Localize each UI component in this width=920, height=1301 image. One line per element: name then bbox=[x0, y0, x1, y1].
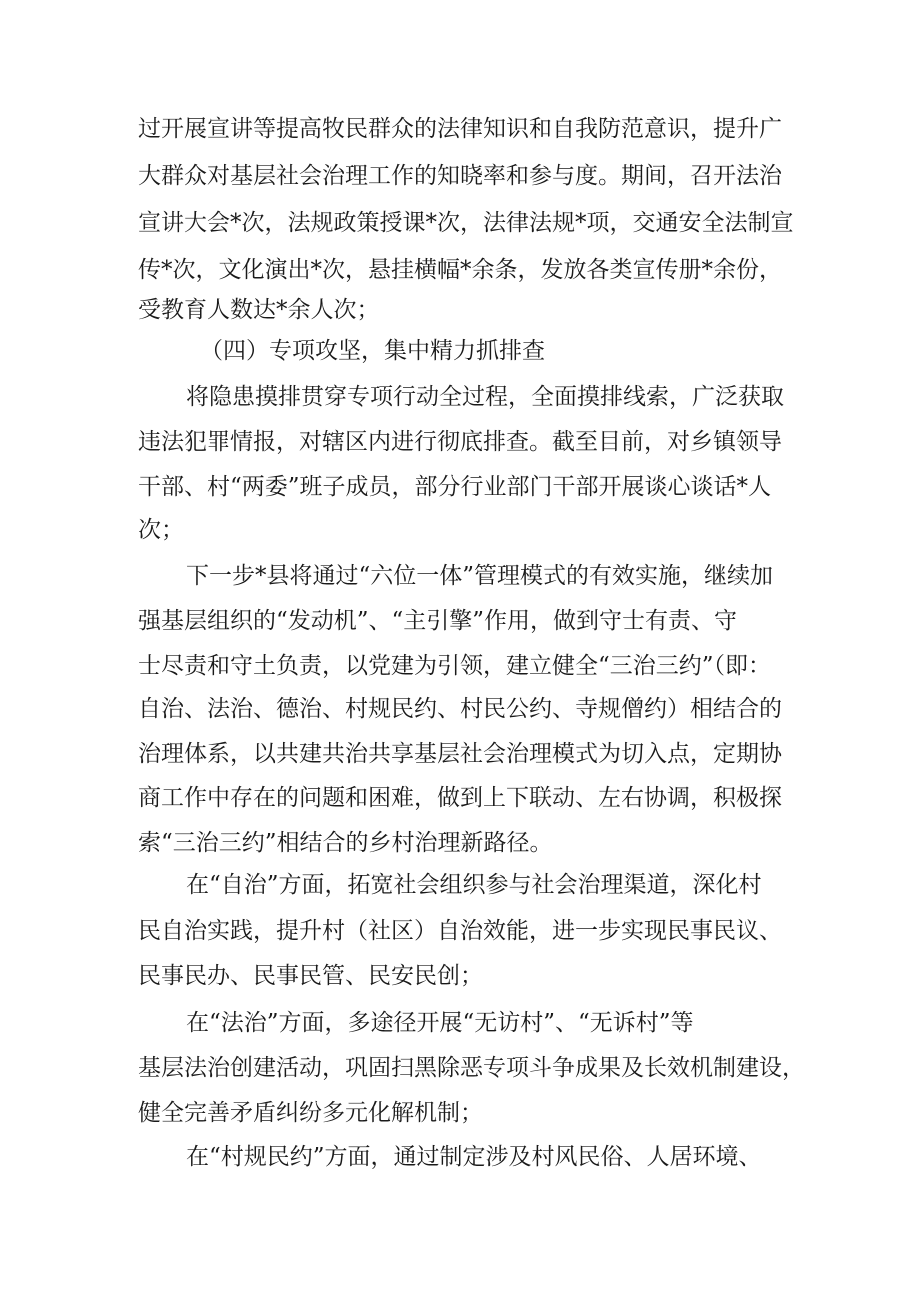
text-line: 大群众对基层社会治理工作的知晓率和参与度。期间，召开法治 bbox=[138, 163, 782, 189]
text-line: 传*次，文化演出*次，悬挂横幅*余条，发放各类宣传册*余份， bbox=[138, 257, 782, 283]
text-line: 商工作中存在的问题和困难，做到上下联动、左右协调，积极探 bbox=[138, 785, 782, 811]
text-line: 士尽责和守土负责，以党建为引领，建立健全“三治三约”（即： bbox=[138, 653, 772, 679]
text-line: 自治、法治、德治、村规民约、村民公约、寺规僧约）相结合的 bbox=[138, 696, 782, 722]
text-line: 将隐患摸排贯穿专项行动全过程，全面摸排线索，广泛获取 bbox=[186, 384, 784, 410]
section-heading: （四）专项攻坚，集中精力抓排查 bbox=[200, 338, 545, 364]
text-line: 宣讲大会*次，法规政策授课*次，法律法规*项，交通安全法制宣 bbox=[138, 210, 794, 236]
text-line: 在“村规民约”方面，通过制定涉及村风民俗、人居环境、 bbox=[186, 1144, 762, 1170]
text-line: 健全完善矛盾纠纷多元化解机制； bbox=[138, 1100, 483, 1126]
text-line: 民自治实践，提升村（社区）自治效能，进一步实现民事民议、 bbox=[138, 918, 782, 944]
text-line: 基层法治创建活动，巩固扫黑除恶专项斗争成果及长效机制建设， bbox=[138, 1055, 805, 1081]
text-line: 干部、村“两委”班子成员，部分行业部门干部开展谈心谈话*人 bbox=[138, 474, 772, 500]
text-line: 受教育人数达*余人次； bbox=[138, 297, 380, 323]
text-line: 下一步*县将通过“六位一体”管理模式的有效实施，继续加 bbox=[186, 563, 774, 589]
text-line: 在“法治”方面，多途径开展“无访村”、“无诉村”等 bbox=[186, 1010, 694, 1036]
text-line: 在“自治”方面，拓宽社会组织参与社会治理渠道，深化村 bbox=[186, 872, 762, 898]
text-line: 民事民办、民事民管、民安民创； bbox=[138, 963, 483, 989]
text-line: 违法犯罪情报，对辖区内进行彻底排查。截至目前，对乡镇领导 bbox=[138, 429, 782, 455]
text-line: 索“三治三约”相结合的乡村治理新路径。 bbox=[138, 830, 553, 856]
text-line: 次； bbox=[138, 517, 184, 543]
text-line: 过开展宣讲等提高牧民群众的法律知识和自我防范意识，提升广 bbox=[138, 116, 782, 142]
text-line: 治理体系，以共建共治共享基层社会治理模式为切入点，定期协 bbox=[138, 741, 782, 767]
text-line: 强基层组织的“发动机”、“主引擎”作用，做到守士有责、守 bbox=[138, 608, 738, 634]
